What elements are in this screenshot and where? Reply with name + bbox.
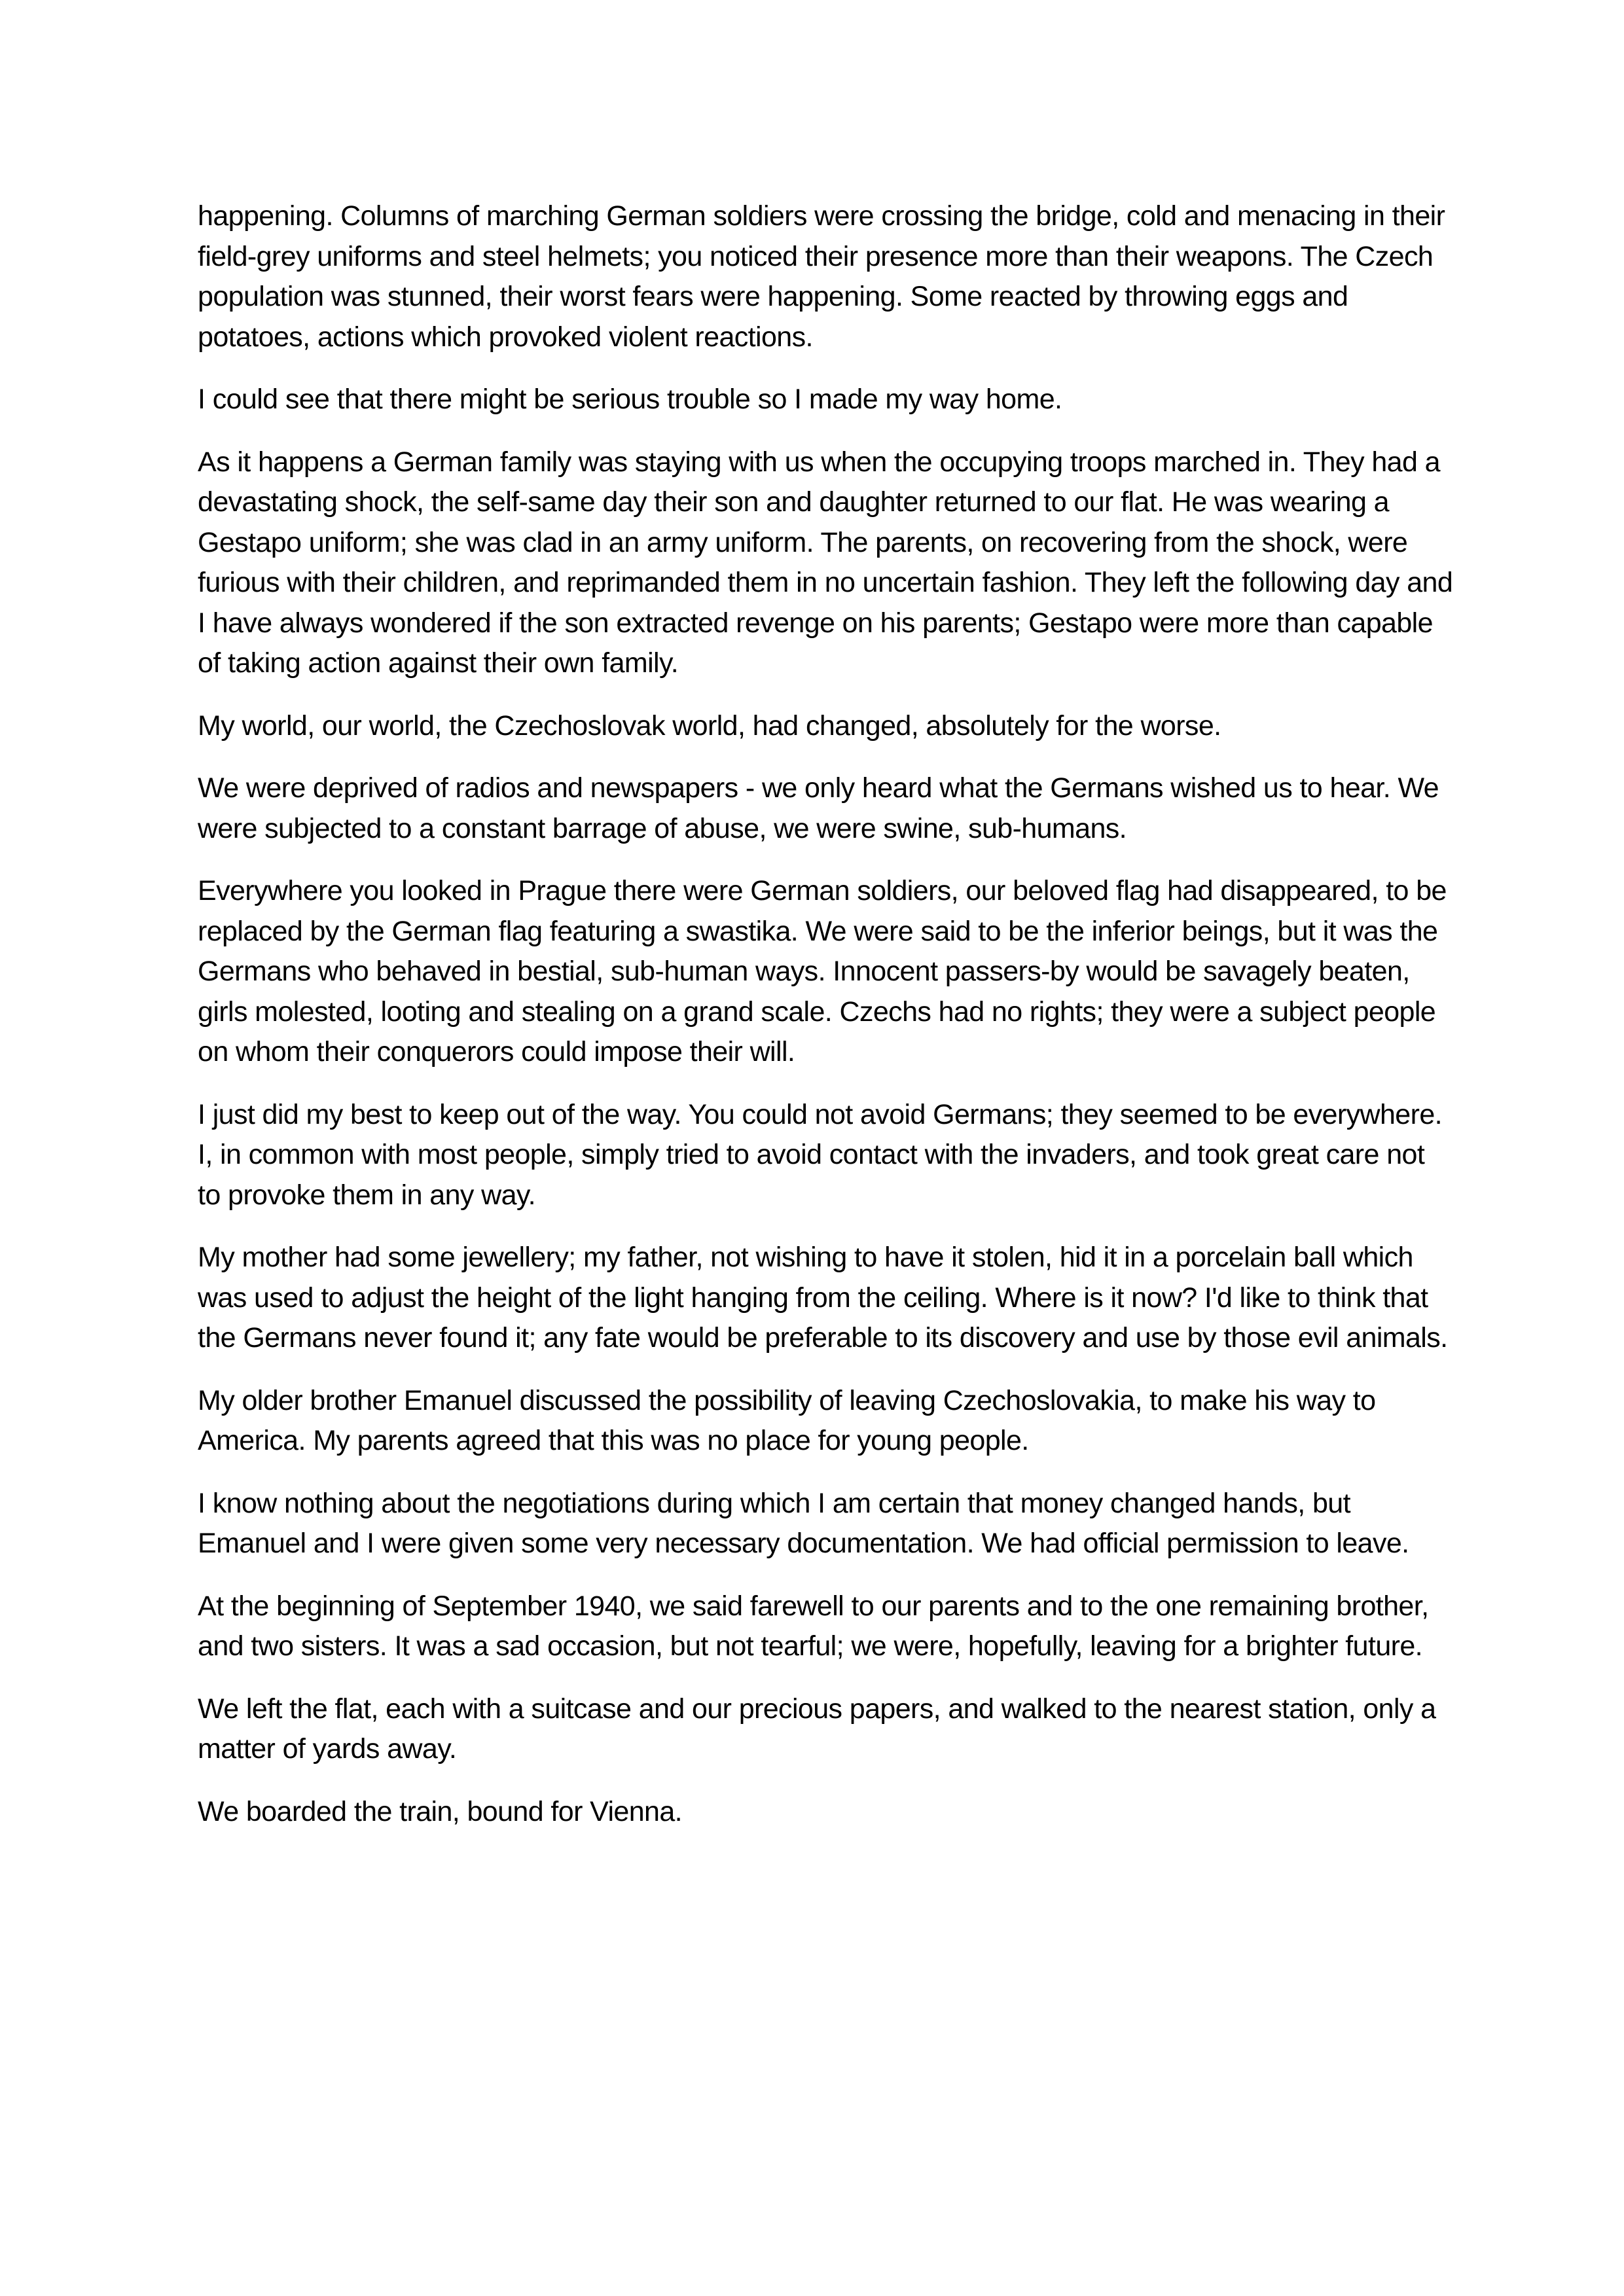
- paragraph: We were deprived of radios and newspapers - we only heard what the Germans wished us to hear. We were subjected to a constant barrage of abuse, we were swine, sub-humans.: [198, 772, 1439, 844]
- paragraph: My mother had some jewellery; my father, not wishing to have it stolen, hid it in a porcelain ball which was used to adjust the height of the light hanging from the ceiling. Where is it now? I'd like to think that the Germans never found it; any fate would be preferable to its discovery and use by those evil animals.: [198, 1242, 1448, 1354]
- paragraph: We left the flat, each with a suitcase and our precious papers, and walked to the nearest station, only a matter of yards away.: [198, 1693, 1436, 1765]
- paragraph: At the beginning of September 1940, we said farewell to our parents and to the one remaining brother, and two sisters. It was a sad occasion, but not tearful; we were, hopefully, leaving for a brighter future.: [198, 1590, 1429, 1662]
- document-page: [198, 196, 1454, 1854]
- paragraph: We boarded the train, bound for Vienna.: [198, 1795, 682, 1827]
- paragraph: I could see that there might be serious trouble so I made my way home.: [198, 384, 1062, 415]
- paragraph: As it happens a German family was staying with us when the occupying troops marched in. They had a devastating shock, the self-same day their son and daughter returned to our flat. He was wearing a Gestapo uniform; she was clad in an army uniform. The parents, on recovering from the shock, were furious with their children, and reprimanded them in no uncertain fashion. They left the following day and I have always wondered if the son extracted revenge on his parents; Gestapo were more than capable of taking action against their own family.: [198, 446, 1453, 679]
- paragraph: I just did my best to keep out of the way. You could not avoid Germans; they seemed to be everywhere. I, in common with most people, simply tried to avoid contact with the invaders, and took great care not to provoke them in any way.: [198, 1098, 1443, 1211]
- paragraph: My older brother Emanuel discussed the possibility of leaving Czechoslovakia, to make his way to America. My parents agreed that this was no place for young people.: [198, 1384, 1376, 1456]
- paragraph: happening. Columns of marching German soldiers were crossing the bridge, cold and menacing in their field-grey uniforms and steel helmets; you noticed their presence more than their weapons. The Czech population was stunned, their worst fears were happening. Some reacted by throwing eggs and potatoes, actions which provoked violent reactions.: [198, 200, 1445, 353]
- paragraph: Everywhere you looked in Prague there were German soldiers, our beloved flag had disappeared, to be replaced by the German flag featuring a swastika. We were said to be the inferior beings, but it was the Germans who behaved in bestial, sub-human ways. Innocent passers-by would be savagely beaten, girls molested, looting and stealing on a grand scale. Czechs had no rights; they were a subject people on whom their conquerors could impose their will.: [198, 875, 1447, 1067]
- paragraph: My world, our world, the Czechoslovak world, had changed, absolutely for the worse.: [198, 709, 1221, 742]
- paragraph: I know nothing about the negotiations during which I am certain that money changed hands, but Emanuel and I were given some very necessary documentation. We had official permission to leave.: [198, 1487, 1409, 1559]
